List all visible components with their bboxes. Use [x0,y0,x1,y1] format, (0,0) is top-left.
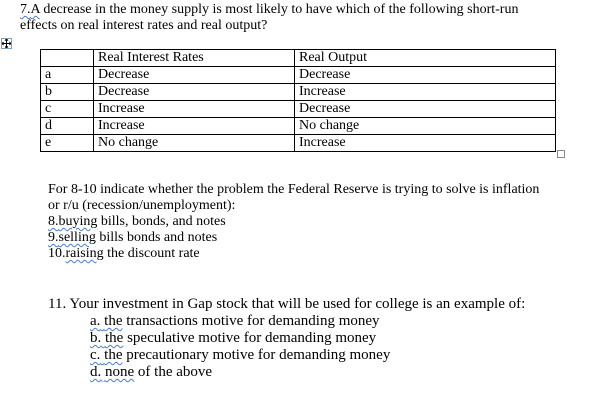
row-output: No change [295,118,556,135]
q11-option-letter: d. none [90,364,135,380]
row-output: Decrease [295,67,556,84]
table-row [41,67,556,84]
table-row [41,135,556,152]
q7-line2: effects on real interest rates and real output? [20,18,268,33]
q9-number: 9.selling [48,230,96,245]
row-label: c [41,101,94,118]
q10-text: the discount rate [107,246,200,261]
row-rate: Increase [94,101,295,118]
row-label: a [41,67,94,84]
table-header-cell: Real Interest Rates [94,50,295,67]
q11-option-text: speculative motive for demanding money [127,330,377,346]
row-output: Increase [295,135,556,152]
q11-option-letter: c. the [90,347,123,363]
q8-text: bills, bonds, and notes [100,214,226,229]
q8-item [48,214,226,230]
table-header-row [41,50,556,67]
q7-number: 7.A [20,2,40,17]
q11-option-d [90,364,212,381]
table-row [41,84,556,101]
table-header-cell: Real Output [295,50,556,67]
row-label: b [41,84,94,101]
q7-line1 [20,2,518,18]
row-output: Increase [295,84,556,101]
table-row [41,101,556,118]
q11-option-c [90,347,390,364]
row-output: Decrease [295,101,556,118]
row-rate: Decrease [94,84,295,101]
q9-item [48,230,217,246]
table-move-handle[interactable] [1,38,12,49]
q11-option-text: precautionary motive for demanding money [126,347,391,363]
q10-word: raising [65,246,104,261]
q11-option-letter: b. the [90,330,124,346]
table-row [41,118,556,135]
q10-item [48,246,200,262]
table-resize-handle[interactable] [557,150,565,158]
q8-10-intro-line1: For 8-10 indicate whether the problem the Federal Reserve is trying to solve is inflation [48,182,540,197]
q10-number: 10. [48,246,66,261]
row-rate: Decrease [94,67,295,84]
q11-option-letter: a. the [90,313,123,329]
q11-option-b [90,330,376,347]
q11-question: 11. Your investment in Gap stock that will be used for college is an example of: [48,296,526,312]
q8-10-intro-line2: or r/u (recession/unemployment): [48,198,236,213]
q8-number: 8.buying [48,214,98,229]
row-label: e [41,135,94,152]
move-cross-icon [2,39,11,48]
q11-option-text: transactions motive for demanding money [126,313,380,329]
answer-table [40,49,556,152]
row-label: d [41,118,94,135]
q9-text: bills bonds and notes [99,230,218,245]
q7-text-rest: decrease in the money supply is most likely to have which of the following short-run [43,2,519,17]
table-header-cell [41,50,94,67]
row-rate: No change [94,135,295,152]
row-rate: Increase [94,118,295,135]
q11-option-a [90,313,380,330]
q11-option-text: of the above [137,364,213,380]
